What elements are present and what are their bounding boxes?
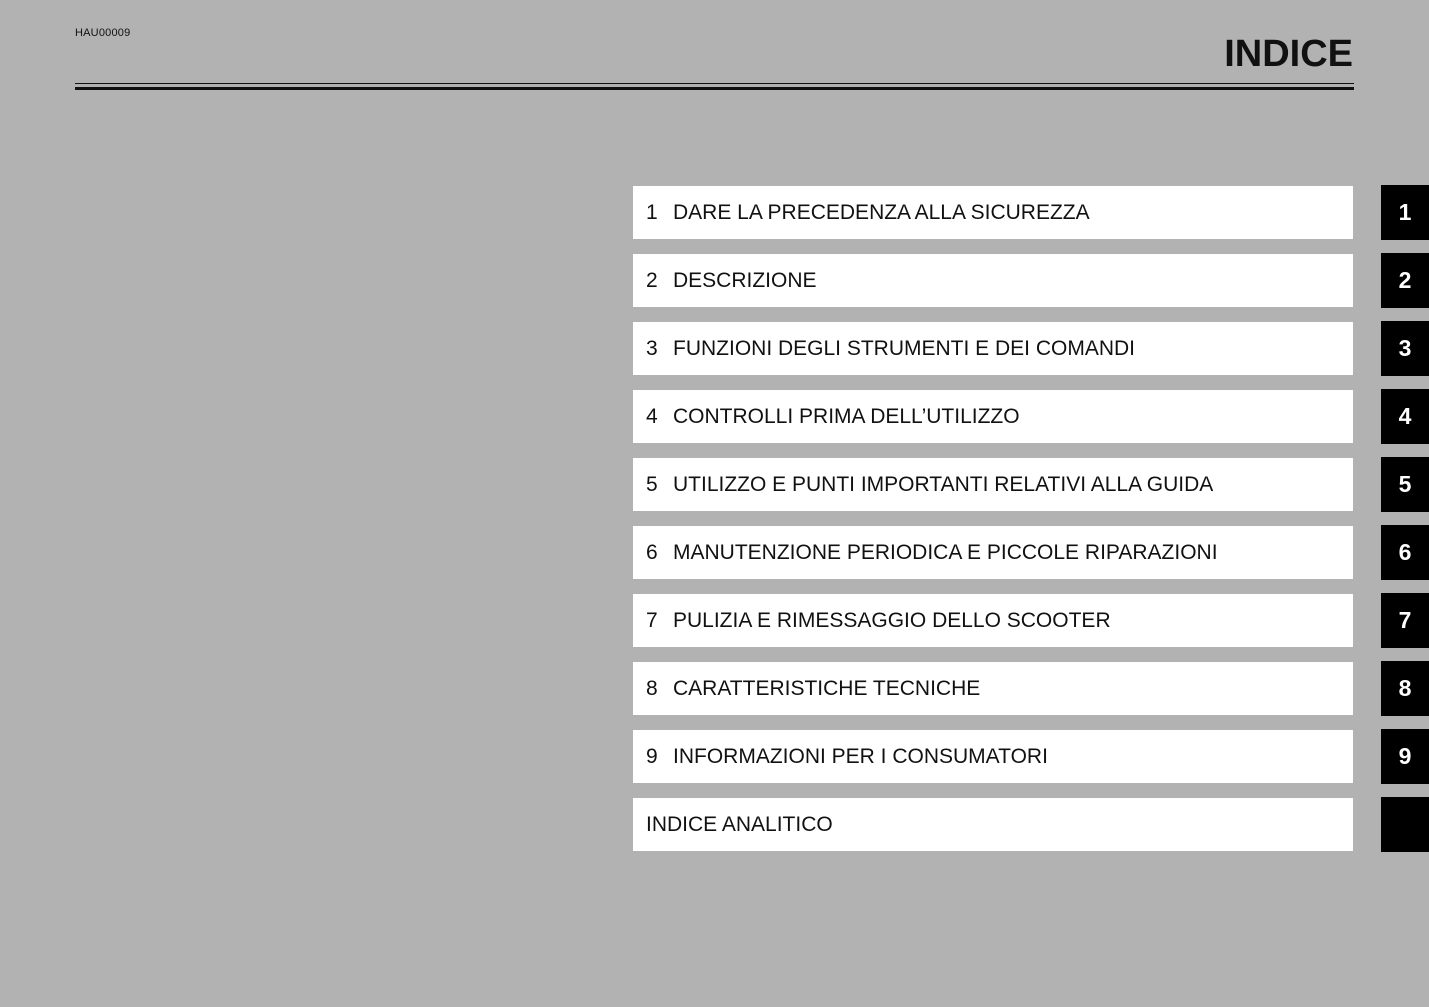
header-rule-thin bbox=[75, 83, 1354, 84]
toc-item-number: 8 bbox=[646, 676, 658, 700]
toc-item-3[interactable] bbox=[633, 322, 1353, 375]
toc-item-number: 1 bbox=[646, 200, 658, 224]
header-rule-thick bbox=[75, 87, 1354, 90]
toc-item-label: MANUTENZIONE PERIODICA E PICCOLE RIPARAZIONI bbox=[673, 540, 1218, 564]
section-tab-6[interactable]: 6 bbox=[1381, 525, 1429, 580]
toc-item-number: 9 bbox=[646, 744, 658, 768]
toc-item-label: DESCRIZIONE bbox=[673, 268, 817, 292]
section-tab-8[interactable]: 8 bbox=[1381, 661, 1429, 716]
toc-item-number: 7 bbox=[646, 608, 658, 632]
toc-item-index[interactable] bbox=[633, 798, 1353, 851]
toc-item-label: DARE LA PRECEDENZA ALLA SICUREZZA bbox=[673, 200, 1090, 224]
section-tab-1[interactable]: 1 bbox=[1381, 185, 1429, 240]
section-tab-5[interactable]: 5 bbox=[1381, 457, 1429, 512]
section-tab-4[interactable]: 4 bbox=[1381, 389, 1429, 444]
toc-item-7[interactable] bbox=[633, 594, 1353, 647]
toc-item-number: 5 bbox=[646, 472, 658, 496]
toc-item-label: PULIZIA E RIMESSAGGIO DELLO SCOOTER bbox=[673, 608, 1111, 632]
toc-item-5[interactable] bbox=[633, 458, 1353, 511]
toc-item-number: 2 bbox=[646, 268, 658, 292]
toc-item-number: 6 bbox=[646, 540, 658, 564]
section-tab-7[interactable]: 7 bbox=[1381, 593, 1429, 648]
toc-item-number: 3 bbox=[646, 336, 658, 360]
section-tab-2[interactable]: 2 bbox=[1381, 253, 1429, 308]
toc-item-label: INDICE ANALITICO bbox=[646, 812, 833, 836]
section-tab-index[interactable] bbox=[1381, 797, 1429, 852]
toc-item-label: FUNZIONI DEGLI STRUMENTI E DEI COMANDI bbox=[673, 336, 1136, 360]
section-tab-3[interactable]: 3 bbox=[1381, 321, 1429, 376]
toc-item-1[interactable] bbox=[633, 186, 1353, 239]
toc-item-6[interactable] bbox=[633, 526, 1353, 579]
toc-item-label: CARATTERISTICHE TECNICHE bbox=[673, 676, 981, 700]
toc-item-number: 4 bbox=[646, 404, 658, 428]
document-code: HAU00009 bbox=[75, 27, 131, 39]
toc-item-4[interactable] bbox=[633, 390, 1353, 443]
toc-item-2[interactable] bbox=[633, 254, 1353, 307]
toc-item-9[interactable] bbox=[633, 730, 1353, 783]
toc-item-8[interactable] bbox=[633, 662, 1353, 715]
toc-item-label: UTILIZZO E PUNTI IMPORTANTI RELATIVI ALLA GUIDA bbox=[673, 472, 1214, 496]
toc-item-label: INFORMAZIONI PER I CONSUMATORI bbox=[673, 744, 1048, 768]
toc-item-label: CONTROLLI PRIMA DELL’UTILIZZO bbox=[673, 404, 1020, 428]
page-title: INDICE bbox=[1224, 33, 1353, 75]
section-tab-9[interactable]: 9 bbox=[1381, 729, 1429, 784]
